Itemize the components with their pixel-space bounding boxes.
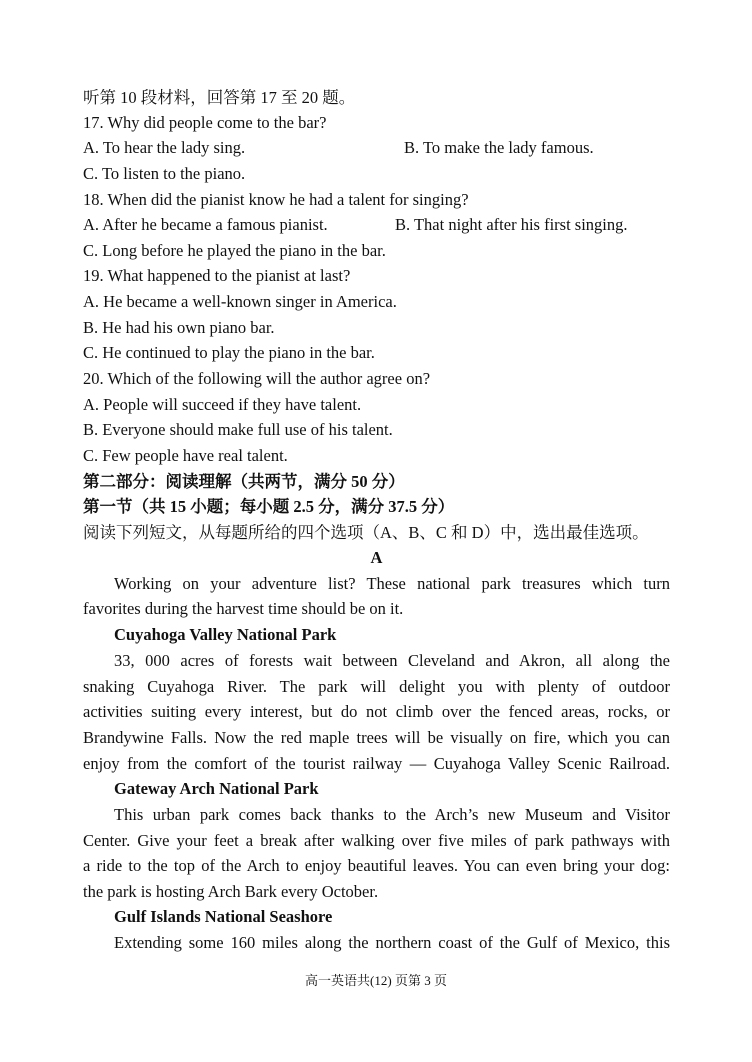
intro-line: Working on your adventure list? These national park treasures which turn [114, 574, 670, 593]
park-heading-gulf-islands: Gulf Islands National Seashore [114, 907, 333, 926]
park2-line: the park is hosting Arch Bark every October. [83, 882, 379, 901]
part-title: 第二部分：阅读理解（共两节，满分 50 分） [83, 472, 405, 491]
q18-option-a: A. After he became a famous pianist. [83, 215, 328, 234]
q17-option-a: A. To hear the lady sing. [83, 138, 246, 157]
q17-option-c: C. To listen to the piano. [83, 164, 246, 183]
park1-line: snaking Cuyahoga River. The park will delight you with plenty of outdoor [83, 677, 670, 696]
q19-option-a: A. He became a well-known singer in America. [83, 292, 397, 311]
q17-option-b: B. To make the lady famous. [404, 138, 594, 157]
page-footer: 高一英语共(12) 页第 3 页 [305, 973, 447, 988]
question-20: 20. Which of the following will the author agree on? [83, 369, 431, 388]
park1-line: activities suiting every interest, but do not climb over the fenced areas, rocks, or [83, 702, 670, 721]
question-17: 17. Why did people come to the bar? [83, 113, 327, 132]
q19-option-b: B. He had his own piano bar. [83, 318, 275, 337]
passage-label: A [370, 548, 383, 567]
reading-instruction: 阅读下列短文，从每题所给的四个选项（A、B、C 和 D）中，选出最佳选项。 [83, 523, 649, 542]
park1-line: enjoy from the comfort of the tourist railway — Cuyahoga Valley Scenic Railroad. [83, 754, 670, 773]
q18-option-c: C. Long before he played the piano in the bar. [83, 241, 386, 260]
question-18: 18. When did the pianist know he had a talent for singing? [83, 190, 469, 209]
q20-option-c: C. Few people have real talent. [83, 446, 288, 465]
question-19: 19. What happened to the pianist at last? [83, 266, 351, 285]
park2-line: This urban park comes back thanks to the Arch’s new Museum and Visitor [114, 805, 670, 824]
q20-option-a: A. People will succeed if they have talent. [83, 395, 362, 414]
intro-line: favorites during the harvest time should be on it. [83, 599, 404, 618]
section-title: 第一节（共 15 小题；每小题 2.5 分，满分 37.5 分） [83, 497, 455, 516]
park-heading-gateway-arch: Gateway Arch National Park [114, 779, 319, 798]
listening-instruction: 听第 10 段材料，回答第 17 至 20 题。 [83, 88, 356, 107]
q20-option-b: B. Everyone should make full use of his talent. [83, 420, 393, 439]
q19-option-c: C. He continued to play the piano in the bar. [83, 343, 375, 362]
park-heading-cuyahoga: Cuyahoga Valley National Park [114, 625, 337, 644]
park1-line: 33, 000 acres of forests wait between Cleveland and Akron, all along the [114, 651, 670, 670]
park2-line: Center. Give your feet a break after walking over five miles of park pathways with [83, 831, 670, 850]
park3-line: Extending some 160 miles along the northern coast of the Gulf of Mexico, this [114, 933, 670, 952]
q18-option-b: B. That night after his first singing. [395, 215, 628, 234]
park1-line: Brandywine Falls. Now the red maple trees will be visually on fire, which you can [83, 728, 670, 747]
park2-line: a ride to the top of the Arch to enjoy beautiful leaves. You can even bring your dog: [83, 856, 670, 875]
